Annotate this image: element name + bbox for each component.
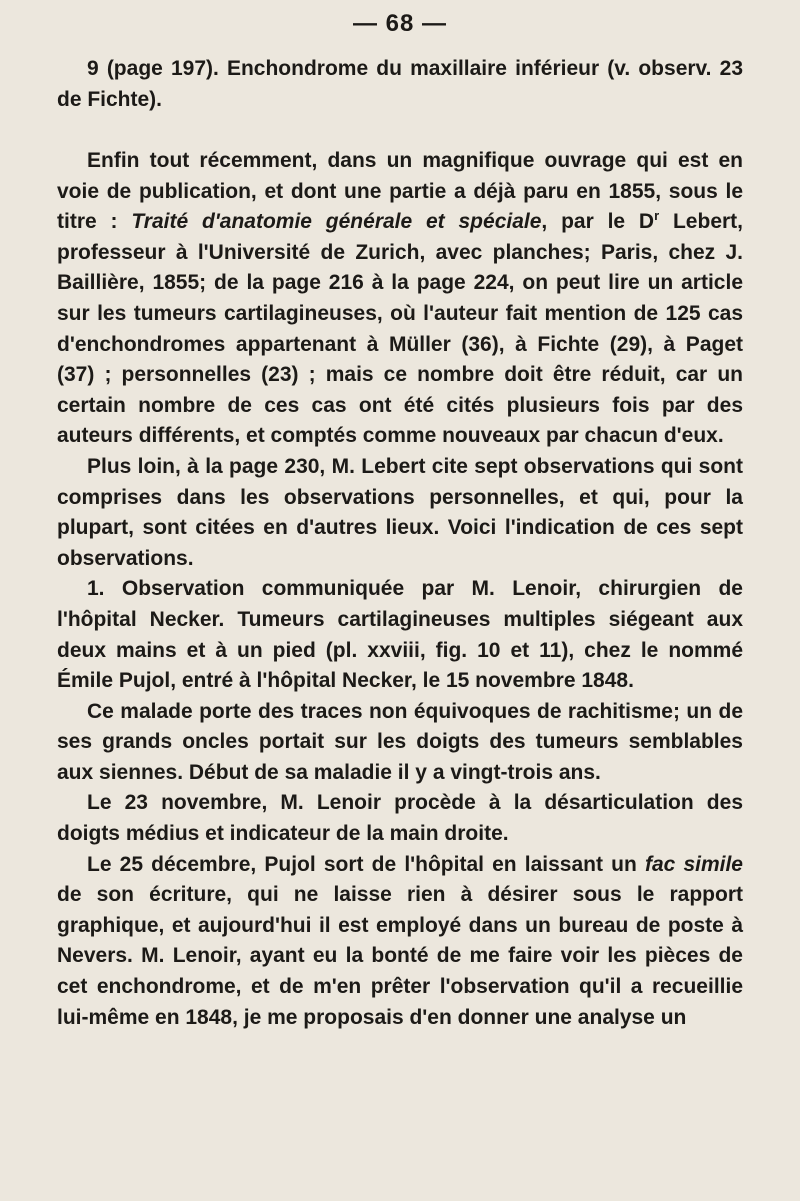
text-segment: 9 (page 197). Enchondrome du maxillaire inférieur (v. observ. 23 de Fichte).: [57, 57, 743, 111]
paragraph: [57, 850, 743, 1034]
text-segment: Plus loin, à la page 230, M. Lebert cite sept observations qui sont comprises dans les observations personnelles, et qui, pour la plupart, sont citées en d'autres lieux. Voici l'indication de ces sept observations.: [57, 454, 743, 570]
emphasis: fac simile: [644, 852, 743, 876]
text-segment: Lebert, professeur à l'Université de Zurich, avec planches; Paris, chez J. Baillière, 1855; de la page 216 à la page 224, on peut lire un article sur les tumeurs cartilagineuses, où l'auteur fait mention de 125 cas d'enchondromes appartenant à Müller (36), à Fichte (29), à Paget (37) ; personnelles (23) ; mais ce nombre doit être réduit, car un certain nombre de ces cas ont été cités plusieurs fois par des auteurs différents, et comptés comme nouveaux par chacun d'eux.: [57, 210, 743, 448]
paragraph: [57, 146, 743, 452]
text-segment: Le 25 décembre, Pujol sort de l'hôpital en laissant un: [87, 852, 645, 876]
text-segment: Enfin tout récemment, dans un magnifique ouvrage qui est en voie de publication, et dont une partie a déjà paru en 1855, sous le titre :: [57, 149, 743, 234]
text-segment: Ce malade porte des traces non équivoques de rachitisme; un de ses grands oncles portait sur les doigts des tumeurs semblables aux siennes. Début de sa maladie il y a vingt-trois ans.: [57, 699, 743, 784]
text-segment: de son écriture, qui ne laisse rien à désirer sous le rapport graphique, et aujourd'hui il est employé dans un bureau de poste à Nevers. M. Lenoir, ayant eu la bonté de me faire voir les pièces de cet enchondrome, et de m'en prêter l'observation qu'il a recueillie lui-même en 1848, je me proposais d'en donner une analyse un: [57, 883, 743, 1029]
text-segment: 1. Observation communiquée par M. Lenoir, chirurgien de l'hôpital Necker. Tumeurs cartilagineuses multiples siégeant aux deux mains et à un pied (pl. xxviii, fig. 10 et 11), chez le nommé Émile Pujol, entré à l'hôpital Necker, le 15 novembre 1848.: [57, 577, 743, 693]
item-9-block: [57, 54, 743, 115]
paragraph: [57, 697, 743, 789]
superscript: r: [654, 208, 660, 224]
text-segment: , par le D: [541, 210, 655, 234]
text-segment: Le 23 novembre, M. Lenoir procède à la désarticulation des doigts médius et indicateur de la main droite.: [57, 791, 743, 846]
paragraph: [57, 452, 743, 574]
paragraph: [57, 574, 743, 696]
page-number: — 68 —: [352, 10, 448, 37]
body-text: [57, 146, 743, 1033]
paragraph: [57, 788, 743, 849]
paragraph: [57, 54, 743, 115]
book-title: Traité d'anatomie générale et spéciale: [131, 210, 542, 234]
